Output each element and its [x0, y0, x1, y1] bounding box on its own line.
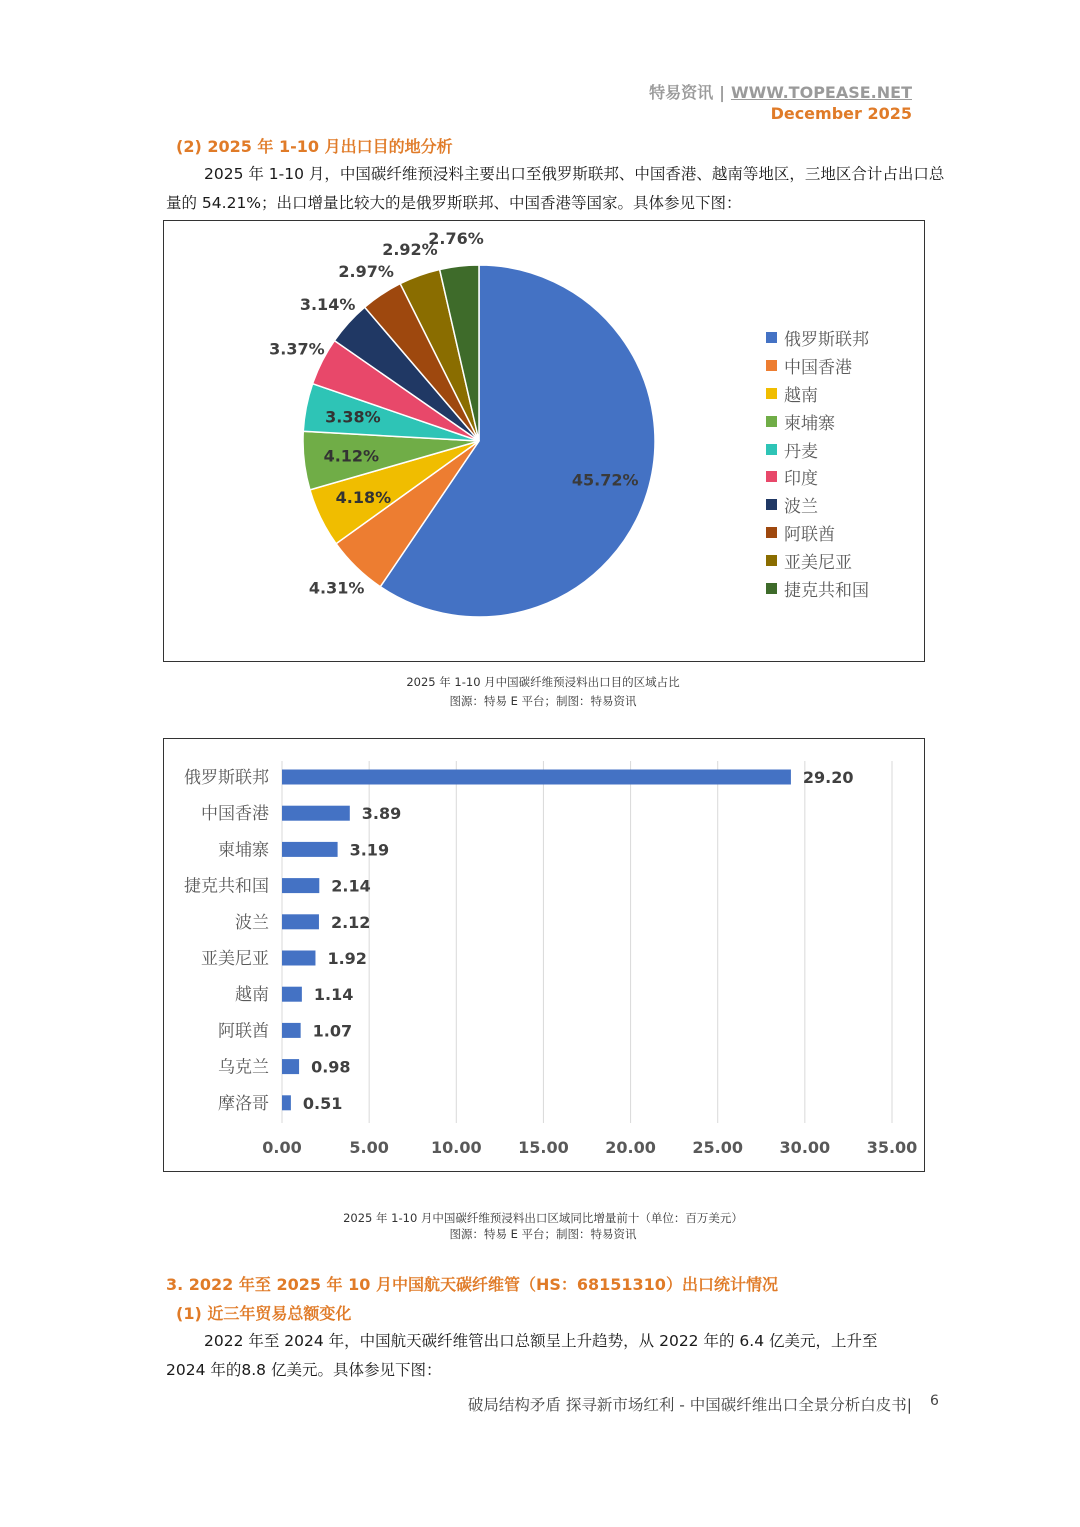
legend-swatch — [766, 499, 777, 510]
legend-label: 印度 — [784, 469, 818, 490]
legend-item — [766, 546, 869, 574]
x-tick-label: 20.00 — [605, 1138, 656, 1157]
bar-data-label: 1.14 — [313, 985, 354, 1005]
bar-data-label: 1.92 — [327, 949, 367, 968]
pie-data-label: 3.38% — [325, 407, 381, 427]
category-label: 阿联酋 — [218, 1021, 269, 1042]
bar — [282, 1023, 301, 1038]
legend-item — [766, 463, 869, 491]
legend-label: 波兰 — [784, 497, 818, 518]
pie-source: 图源：特易 E 平台；制图：特易资讯 — [449, 694, 637, 708]
category-label: 中国香港 — [201, 804, 269, 825]
legend-item — [766, 491, 869, 519]
bar-data-label: 2.12 — [330, 912, 371, 932]
category-label: 柬埔寨 — [218, 840, 269, 861]
category-label: 波兰 — [235, 912, 269, 933]
legend-swatch — [766, 527, 777, 538]
bar-data-label: 0.98 — [311, 1057, 351, 1077]
legend-label: 捷克共和国 — [784, 580, 869, 601]
bar — [282, 842, 338, 857]
paragraph-line: 2025 年 1-10 月，中国碳纤维预浸料主要出口至俄罗斯联邦、中国香港、越南等地区，三地区合计占出口总 — [204, 165, 945, 183]
bar-chart — [164, 739, 924, 1171]
bar — [282, 770, 791, 785]
legend-item — [766, 574, 869, 602]
x-tick-label: 0.00 — [262, 1138, 302, 1157]
legend-item — [766, 519, 869, 547]
category-label: 乌克兰 — [218, 1057, 269, 1078]
pie-data-label: 4.12% — [323, 446, 380, 466]
legend-label: 越南 — [784, 385, 818, 406]
bar — [282, 987, 302, 1002]
footer-title: 破局结构矛盾 探寻新市场红利 - 中国碳纤维出口全景分析白皮书| — [467, 1396, 912, 1414]
pie-caption: 2025 年 1-10 月中国碳纤维预浸料出口目的区域占比 — [406, 675, 680, 689]
legend-swatch — [766, 555, 777, 566]
bar-caption: 2025 年 1-10 月中国碳纤维预浸料出口区域同比增量前十（单位：百万美元） — [343, 1211, 743, 1225]
pie-data-label: 2.92% — [382, 239, 438, 259]
legend-item — [766, 435, 869, 463]
legend-label: 亚美尼亚 — [784, 552, 852, 573]
website-link[interactable]: WWW.TOPEASE.NET — [730, 83, 912, 102]
bar-source: 图源：特易 E 平台；制图：特易资讯 — [449, 1227, 637, 1241]
legend-item — [766, 407, 869, 435]
bar-data-label: 0.51 — [302, 1093, 343, 1113]
paragraph-line: 2024 年的8.8 亿美元。具体参见下图： — [166, 1361, 442, 1379]
bar — [282, 951, 315, 966]
bar-data-label: 3.19 — [349, 840, 390, 860]
legend-label: 俄罗斯联邦 — [784, 330, 869, 351]
pie-data-label: 3.37% — [269, 339, 325, 359]
category-label: 俄罗斯联邦 — [184, 768, 269, 788]
category-label: 亚美尼亚 — [201, 949, 269, 969]
x-tick-label: 5.00 — [349, 1138, 389, 1157]
header-date: December 2025 — [770, 104, 912, 123]
category-label: 捷克共和国 — [184, 876, 269, 897]
bar — [282, 806, 350, 821]
x-tick-label: 35.00 — [866, 1138, 918, 1157]
x-tick-label: 25.00 — [692, 1138, 744, 1157]
category-label: 越南 — [235, 985, 269, 1006]
legend-item — [766, 352, 869, 380]
legend-swatch — [766, 471, 777, 482]
bar-data-label: 1.07 — [312, 1021, 353, 1041]
subsection-title-trade-total: (1) 近三年贸易总额变化 — [176, 1304, 352, 1323]
legend-swatch — [766, 583, 777, 594]
bar-data-label: 29.20 — [802, 768, 854, 787]
bar-data-label: 2.14 — [331, 876, 371, 896]
page-number: 6 — [930, 1393, 939, 1409]
pie-data-label: 4.31% — [308, 578, 365, 598]
legend-swatch — [766, 444, 777, 455]
pie-data-label: 2.97% — [338, 261, 394, 281]
legend-swatch — [766, 332, 777, 343]
pie-data-label: 4.18% — [335, 488, 392, 508]
paragraph-line: 量的 54.21%；出口增量比较大的是俄罗斯联邦、中国香港等国家。具体参见下图： — [166, 194, 742, 212]
pie-data-label: 3.14% — [299, 295, 356, 315]
paragraph-line: 2022 年至 2024 年，中国航天碳纤维管出口总额呈上升趋势，从 2022 年的 6.4 亿美元，上升至 — [204, 1332, 878, 1350]
legend-item — [766, 380, 869, 408]
legend-label: 丹麦 — [784, 441, 818, 462]
legend-swatch — [766, 360, 777, 371]
header-separator: | — [719, 83, 725, 102]
bar — [282, 1095, 291, 1110]
legend-label: 阿联酋 — [784, 524, 835, 545]
pie-data-label: 45.72% — [571, 470, 639, 490]
x-tick-label: 10.00 — [430, 1138, 482, 1157]
pie-legend — [766, 324, 869, 602]
legend-label: 中国香港 — [784, 358, 852, 379]
legend-label: 柬埔寨 — [784, 413, 835, 434]
x-tick-label: 15.00 — [518, 1138, 569, 1157]
pie-data-label: 2.76% — [428, 229, 484, 249]
bar-data-label: 3.89 — [361, 804, 402, 824]
bar — [282, 1059, 299, 1074]
section-title-aerospace-tubes: 3. 2022 年至 2025 年 10 月中国航天碳纤维管（HS：68151310）出口统计情况 — [166, 1275, 778, 1294]
bar-chart-frame — [163, 738, 925, 1172]
brand-name: 特易资讯 — [649, 83, 714, 102]
legend-swatch — [766, 416, 777, 427]
legend-swatch — [766, 388, 777, 399]
header-brand — [649, 80, 912, 103]
legend-item — [766, 324, 869, 352]
bar — [282, 914, 319, 929]
section-title-destination: (2) 2025 年 1-10 月出口目的地分析 — [176, 137, 453, 156]
category-label: 摩洛哥 — [218, 1093, 269, 1114]
x-tick-label: 30.00 — [779, 1138, 831, 1157]
bar — [282, 878, 319, 893]
